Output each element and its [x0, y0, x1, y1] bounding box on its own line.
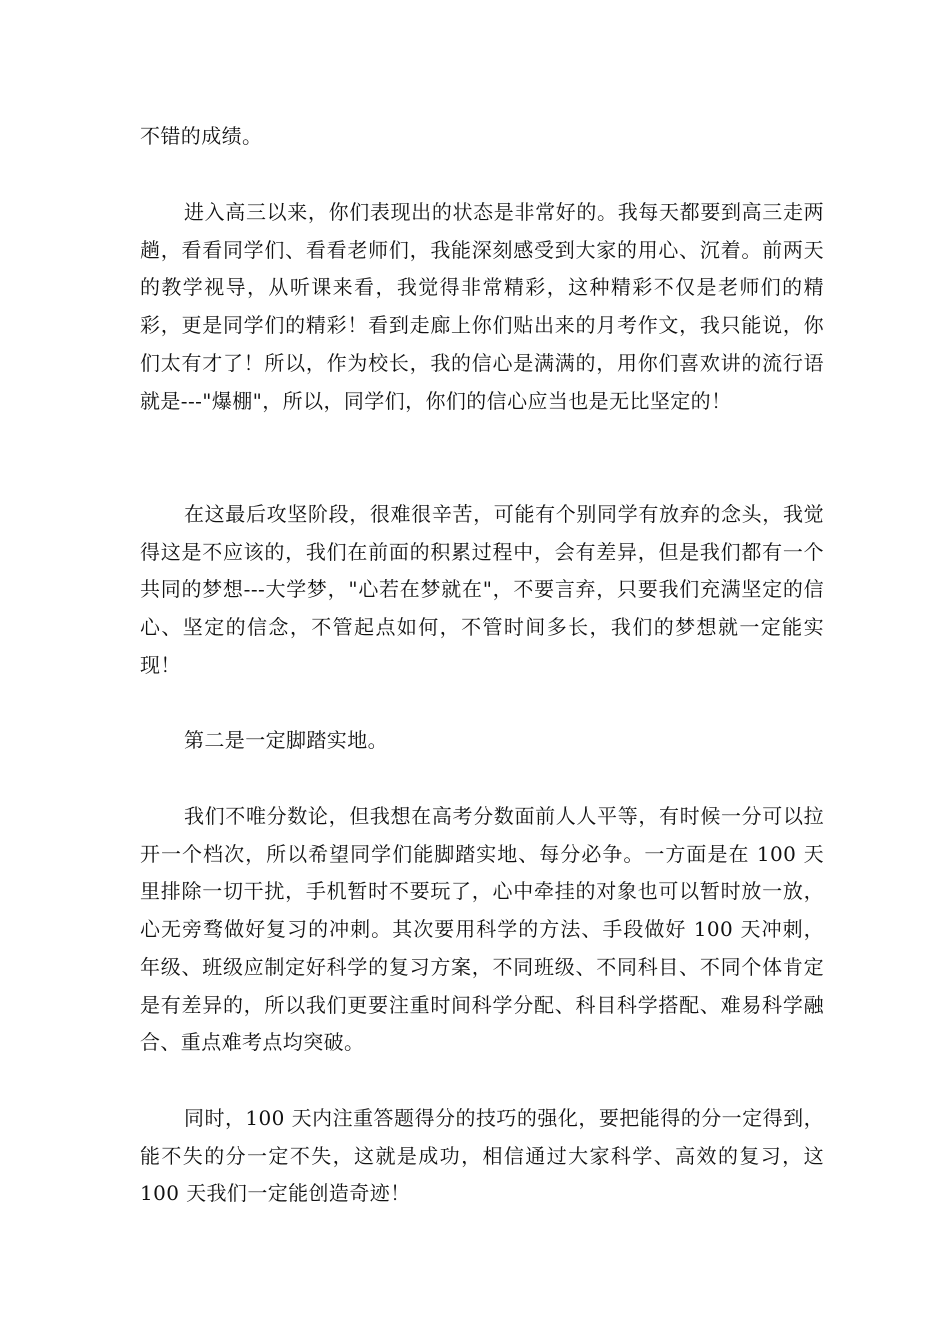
paragraph-confidence: 进入高三以来，你们表现出的状态是非常好的。我每天都要到高三走两趟，看看同学们、看看老师们，我能深刻感受到大家的用心、沉着。前两天的教学视导，从听课来看，我觉得非常精彩，这种精彩不仅是老师们的精彩，更是同学们的精彩！看到走廊上你们贴出来的月考作文，我只能说，你们太有才了！所以，作为校长，我的信心是满满的，用你们喜欢讲的流行语就是---"爆棚"，所以，同学们，你们的信心应当也是无比坚定的！ — [140, 200, 824, 413]
paragraph-exam-skills: 同时，100 天内注重答题得分的技巧的强化，要把能得的分一定得到，能不失的分一定不失，这就是成功，相信通过大家科学、高效的复习，这 100 天我们一定能创造奇迹！ — [140, 1106, 824, 1206]
paragraph-heading-second-point: 第二是一定脚踏实地。 — [184, 728, 388, 752]
paragraph-perseverance: 在这最后攻坚阶段，很难很辛苦，可能有个别同学有放弃的念头，我觉得这是不应该的，我们在前面的积累过程中，会有差异，但是我们都有一个共同的梦想---大学梦，"心若在梦就在"，不要言弃，只要我们充满坚定的信心、坚定的信念，不管起点如何，不管时间多长，我们的梦想就一定能实现！ — [140, 502, 824, 677]
paragraph-continuation: 不错的成绩。 — [140, 124, 263, 148]
paragraph-down-to-earth: 我们不唯分数论，但我想在高考分数面前人人平等，有时候一分可以拉开一个档次，所以希望同学们能脚踏实地、每分必争。一方面是在 100 天里排除一切干扰，手机暂时不要玩了，心中牵挂的对象也可以暂时放一放，心无旁骛做好复习的冲刺。其次要用科学的方法、手段做好 100 天冲刺，年级、班级应制定好科学的复习方案，不同班级、不同科目、不同个体肯定是有差异的，所以我们更要注重时间科学分配、科目科学搭配、难易科学融合、重点难考点均突破。 — [140, 804, 824, 1055]
